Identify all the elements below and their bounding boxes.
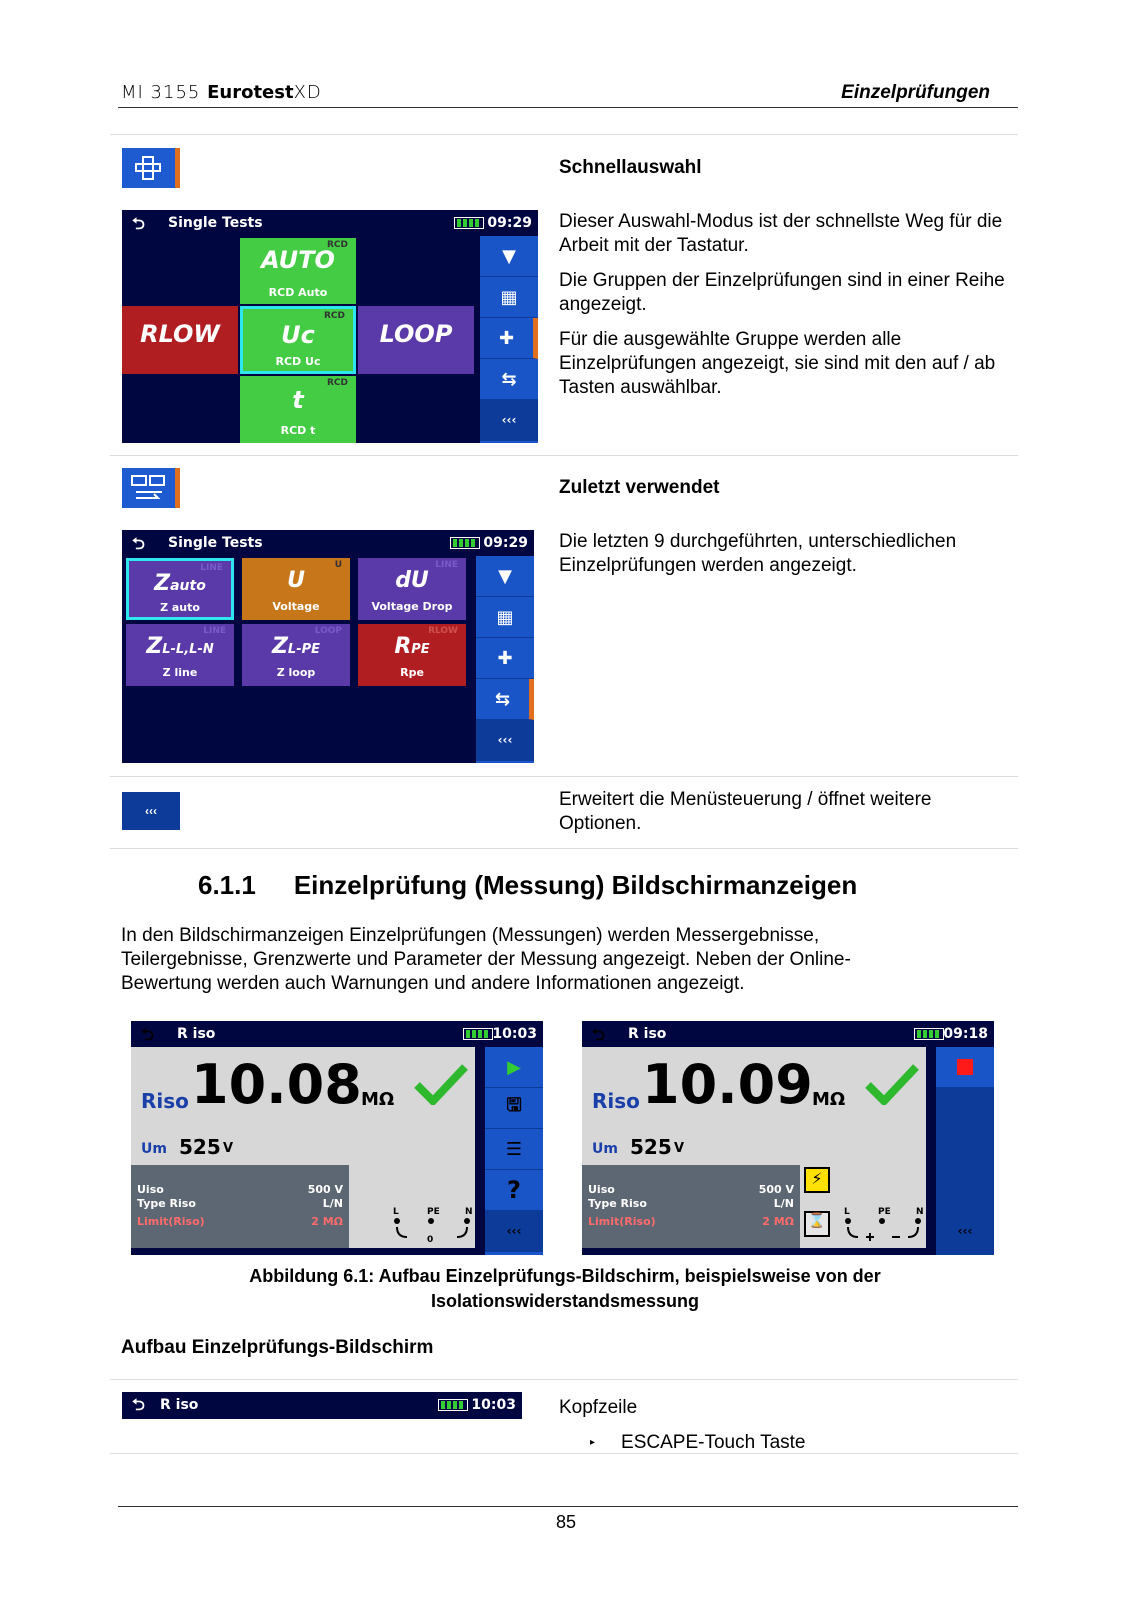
tile-label: dU xyxy=(395,568,429,593)
recent-side-button[interactable] xyxy=(476,679,534,720)
param-value: L/N xyxy=(773,1197,794,1210)
tile-label: Z xyxy=(154,571,171,596)
grid-view-icon: ▦ xyxy=(500,286,518,308)
escape-icon[interactable]: ⮌ xyxy=(141,1025,154,1044)
tile-label: Z xyxy=(146,634,163,659)
tile-sublabel: RCD t xyxy=(280,424,316,437)
measurement-screen-2 xyxy=(582,1021,994,1255)
quick-select-icon: ✚ xyxy=(497,647,513,669)
result-value: 10.09 xyxy=(642,1053,813,1116)
tile-sublabel: Voltage Drop xyxy=(371,600,453,613)
tile-subscript: L-PE xyxy=(287,642,321,657)
table-rule xyxy=(110,455,1018,456)
tile-subscript: L-L,L-N xyxy=(162,642,214,657)
caption-line: Isolationswiderstandsmessung xyxy=(430,1291,700,1311)
screen-title: Single Tests xyxy=(168,215,263,231)
tile-z-loop[interactable] xyxy=(242,624,350,686)
paragraph: Dieser Auswahl-Modus ist der schnellste Weg für die Arbeit mit der Tastatur. xyxy=(559,211,1003,256)
screen-title: Single Tests xyxy=(168,535,263,551)
quick-select-icon: ✚ xyxy=(498,327,515,349)
tile-rcd-auto[interactable] xyxy=(240,238,356,304)
single-tests-screen-quick xyxy=(122,210,538,443)
single-tests-screen-recent xyxy=(122,530,534,763)
tile-sublabel: RCD Uc xyxy=(275,355,321,368)
param-label: Type Riso xyxy=(588,1197,647,1210)
tile-voltage-drop[interactable] xyxy=(358,558,466,620)
side-menu xyxy=(480,236,538,443)
page-number: 85 xyxy=(555,1512,577,1532)
battery-icon xyxy=(450,537,480,549)
save-button[interactable] xyxy=(485,1088,543,1129)
bullet-text: ESCAPE-Touch Taste xyxy=(621,1432,806,1454)
tile-tag: LOOP xyxy=(314,626,342,636)
tile-sublabel: Rpe xyxy=(400,666,424,679)
tile-tag: U xyxy=(334,560,342,570)
terminal-n: N xyxy=(465,1207,473,1217)
paragraph: Die Gruppen der Einzelprüfungen sind in einer Reihe angezeigt. xyxy=(559,270,1005,315)
filter-button[interactable] xyxy=(476,556,534,597)
tile-rcd-t[interactable] xyxy=(240,376,356,443)
parameter-panel xyxy=(131,1165,349,1248)
battery-icon xyxy=(454,217,484,229)
caption-line: Abbildung 6.1: Aufbau Einzelprüfungs-Bildschirm, beispielsweise von der xyxy=(249,1266,881,1286)
tile-label: AUTO xyxy=(261,246,335,274)
terminal-l: L xyxy=(393,1207,399,1217)
escape-icon[interactable]: ⮌ xyxy=(132,1395,145,1414)
tile-rcd-uc[interactable] xyxy=(240,306,356,374)
um-value: 525 xyxy=(179,1135,221,1159)
play-icon: ▶ xyxy=(507,1056,521,1078)
tile-tag: LINE xyxy=(200,563,223,573)
recent-icon: ⇆ xyxy=(501,368,517,390)
header-bar-sample xyxy=(122,1392,522,1419)
um-value: 525 xyxy=(630,1135,672,1159)
intro-paragraph: In den Bildschirmanzeigen Einzelprüfungen (Messungen) werden Messergebnisse, Teilergebnisse, Grenzwerte und Parameter der Messung angezeigt. Neben der Online-Bewertung werden auch Warnungen und andere Informationen angezeigt. xyxy=(121,925,851,994)
terminal-zero: 0 xyxy=(427,1235,434,1245)
tile-voltage[interactable] xyxy=(242,558,350,620)
screen-time: 10:03 xyxy=(471,1397,516,1413)
table-rule xyxy=(110,1379,1018,1380)
battery-icon xyxy=(914,1028,944,1040)
side-menu xyxy=(936,1047,994,1255)
result-unit: MΩ xyxy=(361,1089,395,1110)
tile-label: U xyxy=(287,568,305,593)
high-voltage-warning-icon: ⚡ xyxy=(804,1167,830,1193)
param-label: Type Riso xyxy=(137,1197,196,1210)
screen-time: 09:18 xyxy=(943,1026,988,1042)
help-icon: ? xyxy=(507,1176,521,1204)
more-side-button[interactable]: ‹‹‹ xyxy=(476,720,534,761)
paragraph: Erweitert die Menüsteuerung / öffnet weitere Optionen. xyxy=(559,789,932,834)
tile-label: RLOW xyxy=(140,320,220,348)
row-description xyxy=(559,530,1019,589)
terminal-n: N xyxy=(916,1207,924,1217)
grid-view-button[interactable] xyxy=(480,277,538,318)
recent-icon: ⇆ xyxy=(494,688,511,710)
param-value: 500 V xyxy=(307,1183,343,1196)
side-menu xyxy=(476,556,534,763)
result-value: 10.08 xyxy=(191,1053,362,1116)
options-button[interactable] xyxy=(485,1129,543,1170)
param-label: Uiso xyxy=(588,1183,615,1196)
screen-title: R iso xyxy=(160,1397,199,1413)
more-button[interactable]: ‹‹‹ xyxy=(122,792,180,830)
screen-title: R iso xyxy=(628,1026,667,1042)
terminal-pe: PE xyxy=(427,1207,440,1217)
tile-tag: LINE xyxy=(203,626,226,636)
bullet-item xyxy=(590,1431,806,1455)
paragraph: Für die ausgewählte Gruppe werden alle Einzelprüfungen angezeigt, sie sind mit den auf / ab Tasten auswählbar. xyxy=(559,329,996,398)
param-label: Uiso xyxy=(137,1183,164,1196)
more-side-button[interactable]: ‹‹‹ xyxy=(936,1211,994,1252)
table-rule xyxy=(110,776,1018,777)
tile-label: LOOP xyxy=(379,320,453,348)
result-label: Riso xyxy=(141,1089,189,1113)
filter-icon: ▼ xyxy=(498,565,512,587)
header-rule xyxy=(118,107,1018,108)
stop-icon xyxy=(957,1059,973,1075)
result-label: Riso xyxy=(592,1089,640,1113)
more-side-button[interactable]: ‹‹‹ xyxy=(480,400,538,441)
paragraph: Die letzten 9 durchgeführten, unterschiedlichen Einzelprüfungen werden angezeigt. xyxy=(559,531,957,576)
parameter-panel xyxy=(582,1165,800,1248)
table-rule xyxy=(110,134,1018,135)
figure-caption xyxy=(130,1264,1000,1314)
param-value: 500 V xyxy=(758,1183,794,1196)
quick-select-side-button[interactable] xyxy=(480,318,538,359)
terminal-wiring-icon xyxy=(840,1215,926,1245)
battery-icon xyxy=(438,1399,468,1411)
tile-loop[interactable] xyxy=(358,306,474,374)
screen-time: 10:03 xyxy=(492,1026,537,1042)
tile-tag: RCD xyxy=(326,378,348,388)
filter-button[interactable] xyxy=(480,236,538,277)
tile-subscript: auto xyxy=(170,578,206,594)
table-rule xyxy=(110,1453,1018,1454)
terminal-pe: PE xyxy=(878,1207,891,1217)
screen-time: 09:29 xyxy=(487,215,532,231)
screen-title: R iso xyxy=(177,1026,216,1042)
tile-tag: RCD xyxy=(323,311,345,321)
pass-check-icon xyxy=(864,1061,920,1105)
tile-label: t xyxy=(292,386,304,414)
recent-button[interactable] xyxy=(122,468,180,508)
escape-icon[interactable]: ⮌ xyxy=(132,214,145,233)
row-description xyxy=(559,210,1019,411)
help-button[interactable] xyxy=(485,1170,543,1211)
tile-tag: RLOW xyxy=(428,626,458,636)
screen-time: 09:29 xyxy=(483,535,528,551)
tile-rpe[interactable] xyxy=(358,624,466,686)
terminal-diagram xyxy=(389,1205,475,1248)
result-unit: MΩ xyxy=(812,1089,846,1110)
header-chapter: Einzelprüfungen xyxy=(841,82,990,103)
recent-icon xyxy=(122,468,175,508)
section-heading xyxy=(198,870,857,901)
quick-select-side-button[interactable] xyxy=(476,638,534,679)
tile-label: R xyxy=(394,634,412,659)
kopfzeile-label: Kopfzeile xyxy=(559,1397,638,1418)
limit-value: 2 MΩ xyxy=(311,1215,343,1228)
tile-sublabel: Z line xyxy=(162,666,198,679)
save-icon: 🖫 xyxy=(506,1095,522,1116)
start-button[interactable] xyxy=(485,1047,543,1088)
bullet-icon: ▸ xyxy=(590,1437,596,1448)
limit-value: 2 MΩ xyxy=(762,1215,794,1228)
table-rule xyxy=(110,848,1018,849)
header-model: MI 3155 EurotestXD xyxy=(121,82,322,103)
grid-view-button[interactable] xyxy=(476,597,534,638)
um-label: Um xyxy=(141,1141,167,1157)
grid-view-icon: ▦ xyxy=(496,606,514,628)
subheading: Aufbau Einzelprüfungs-Bildschirm xyxy=(121,1337,434,1358)
terminal-l: L xyxy=(844,1207,850,1217)
tile-sublabel: Z auto xyxy=(160,601,200,614)
terminal-wiring-icon xyxy=(389,1215,475,1245)
footer-rule xyxy=(118,1506,1018,1507)
section-title: Einzelprüfung (Messung) Bildschirmanzeigen xyxy=(293,870,858,900)
quick-select-button[interactable] xyxy=(122,148,180,188)
tile-z-line[interactable] xyxy=(126,624,234,686)
battery-icon xyxy=(463,1028,493,1040)
tile-z-auto[interactable] xyxy=(126,558,234,620)
tile-label: Z xyxy=(271,634,288,659)
tile-tag: LINE xyxy=(435,560,458,570)
um-label: Um xyxy=(592,1141,618,1157)
row-title: Schnellauswahl xyxy=(559,157,702,178)
more-side-button[interactable]: ‹‹‹ xyxy=(485,1211,543,1252)
tile-label: Uc xyxy=(281,321,315,349)
terminal-diagram xyxy=(840,1205,926,1248)
list-icon: ☰ xyxy=(505,1138,523,1160)
tile-sublabel: Voltage xyxy=(272,600,320,613)
tile-sublabel: RCD Auto xyxy=(268,286,328,299)
um-unit: V xyxy=(674,1141,685,1156)
escape-icon[interactable]: ⮌ xyxy=(592,1025,605,1044)
pass-check-icon xyxy=(413,1061,469,1105)
tile-rlow[interactable] xyxy=(122,306,238,374)
tile-subscript: PE xyxy=(411,642,430,657)
recent-side-button[interactable] xyxy=(480,359,538,400)
escape-icon[interactable]: ⮌ xyxy=(132,534,145,553)
section-number: 6.1.1 xyxy=(198,870,256,900)
row-title: Zuletzt verwendet xyxy=(559,477,720,498)
limit-label: Limit(Riso) xyxy=(588,1215,656,1228)
filter-icon: ▼ xyxy=(502,245,516,267)
um-unit: V xyxy=(223,1141,234,1156)
tile-sublabel: Z loop xyxy=(276,666,316,679)
side-menu xyxy=(485,1047,543,1255)
stop-button[interactable] xyxy=(936,1047,994,1088)
tile-tag: RCD xyxy=(326,240,348,250)
param-value: L/N xyxy=(322,1197,343,1210)
hourglass-icon: ⌛ xyxy=(804,1211,830,1237)
row-description xyxy=(559,788,1009,847)
measurement-screen-1 xyxy=(131,1021,543,1255)
grid-icon xyxy=(122,148,175,188)
limit-label: Limit(Riso) xyxy=(137,1215,205,1228)
